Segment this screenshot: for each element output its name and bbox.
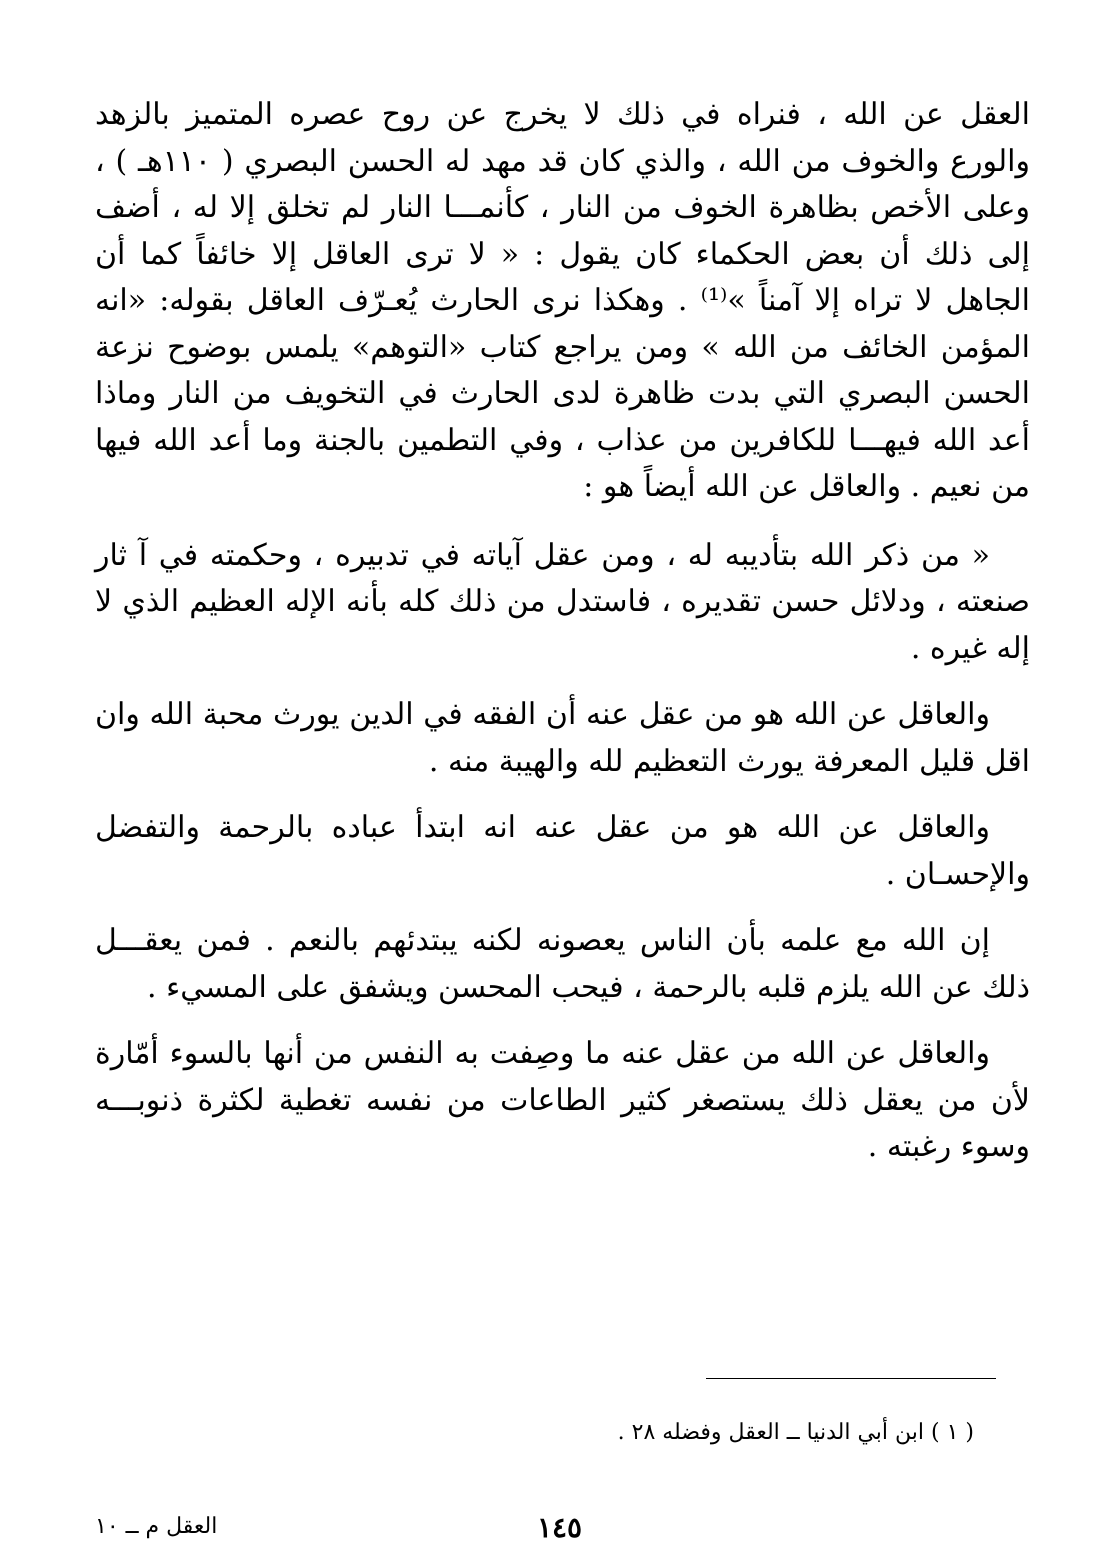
paragraph-3: والعاقل عن الله هو من عقل عنه أن الفقه في الدين يورث محبة الله وان اقل قليل المعرفة يورث التعظيم لله والهيبة منه . <box>95 697 1030 779</box>
paragraph-6: والعاقل عن الله من عقل عنه ما وصِفت به النفس من أنها بالسوء أمّارة لأن من يعقل ذلك يستصغر كثير الطاعات من نفسه تغطية لكثرة ذنوبـــه وسوء رغبته . <box>95 1036 1030 1164</box>
paragraph-4: والعاقل عن الله هو من عقل عنه انه ابتدأ عباده بالرحمة والتفضل والإحسـان . <box>95 810 1030 892</box>
paragraph-2-quote: « من ذكر الله بتأديبه له ، ومن عقل آياته في تدبيره ، وحكمته في آ ثار صنعته ، ودلائل حسن تقديره ، فاستدل من ذلك كله بأنه الإله العظيم الذي لا إله غيره . <box>95 537 1030 666</box>
page-number: ١٤٥ <box>536 1511 583 1544</box>
footnote: ( ١ ) ابن أبي الدنيا ــ العقل وفضله ٢٨ . <box>617 1420 974 1445</box>
paragraph-5: إن الله مع علمه بأن الناس يعصونه لكنه يبتدئهم بالنعم . فمن يعقـــل ذلك عن الله يلزم قلبه بالرحمة ، فيحب المحسن ويشفق على المسيء . <box>95 923 1030 1005</box>
footnote-separator <box>706 1378 996 1379</box>
page-body <box>95 92 1030 1191</box>
signature-mark: العقل م ــ ١٠ <box>95 1514 218 1539</box>
paragraph-1: العقل عن الله ، فنراه في ذلك لا يخرج عن روح عصره المتميز بالزهد والورع والخوف من الله ، والذي كان قد مهد له الحسن البصري ( ١١٠هـ ) ، وعلى الأخص بظاهرة الخوف من النار ، كأنمـــا النار لم تخلق إلا له ، أضف إلى ذلك أن بعض الحكماء كان يقول : « لا ترى العاقل إلا خائفاً كما أن الجاهل لا تراه إلا آمناً »⁽¹⁾ . وهكذا نرى الحارث يُعـرّف العاقل بقوله: «انه المؤمن الخائف من الله » ومن يراجع كتاب «التوهم» يلمس بوضوح نزعة الحسن البصري التي بدت ظاهرة لدى الحارث في التخويف من النار وماذا أعد الله فيهـــا للكافرين من عذاب ، وفي التطمين بالجنة وما أعد الله فيها من نعيم . والعاقل عن الله أيضاً هو : <box>95 97 1030 504</box>
